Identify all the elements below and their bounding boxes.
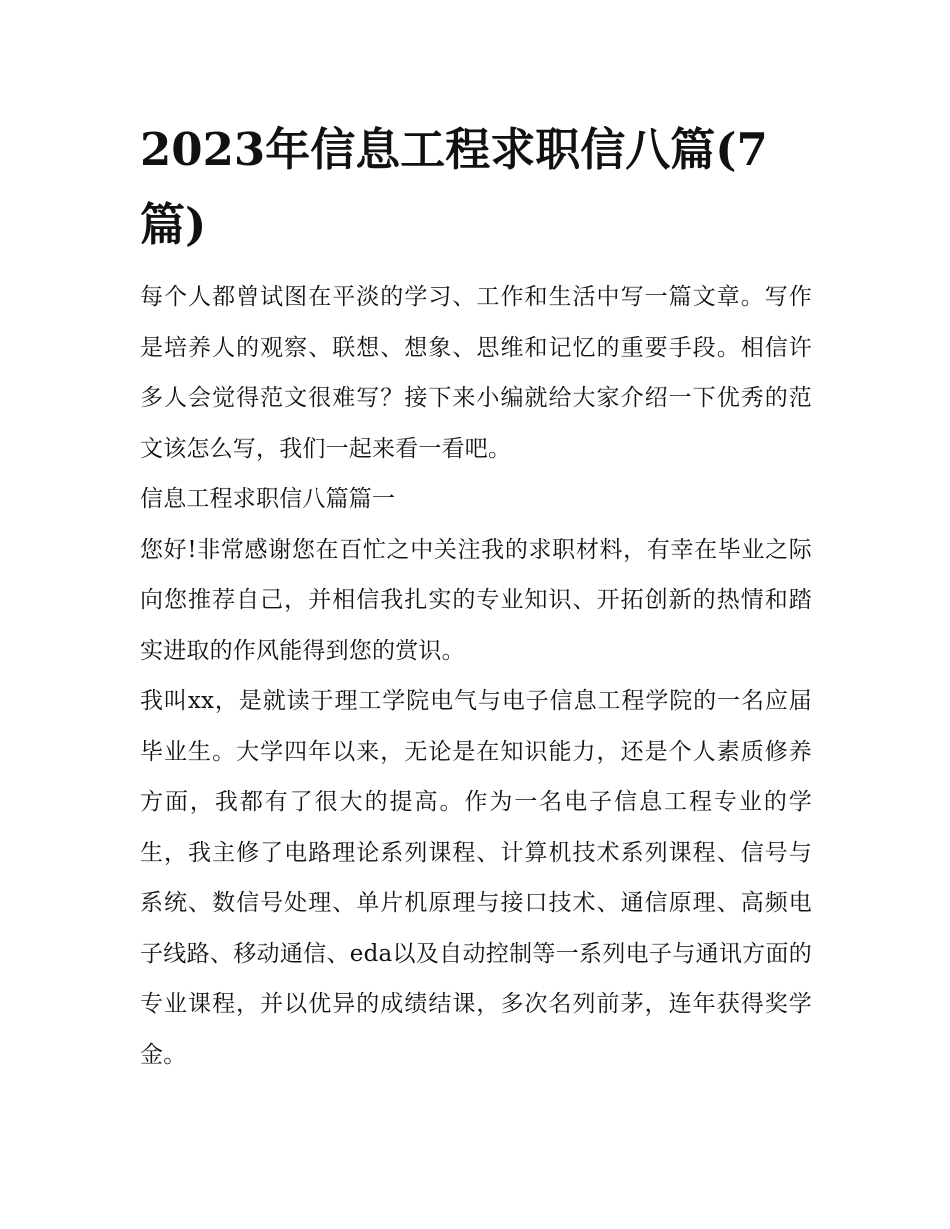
section-heading: 信息工程求职信八篇篇一 (140, 486, 396, 512)
document-page (140, 112, 812, 1080)
document-title: 2023年信息工程求职信八篇(7篇) (140, 123, 768, 251)
body-paragraph: 您好!非常感谢您在百忙之中关注我的求职材料，有幸在毕业之际向您推荐自己，并相信我扎实的专业知识、开拓创新的热情和踏实进取的作风能得到您的赏识。 (140, 536, 812, 664)
intro-paragraph: 每个人都曾试图在平淡的学习、工作和生活中写一篇文章。写作是培养人的观察、联想、想象、思维和记忆的重要手段。相信许多人会觉得范文很难写？接下来小编就给大家介绍一下优秀的范文该怎么写，我们一起来看一看吧。 (140, 284, 812, 462)
body-paragraph: 我叫xx，是就读于理工学院电气与电子信息工程学院的一名应届毕业生。大学四年以来，无论是在知识能力，还是个人素质修养方面，我都有了很大的提高。作为一名电子信息工程专业的学生，我主修了电路理论系列课程、计算机技术系列课程、信号与系统、数信号处理、单片机原理与接口技术、通信原理、高频电子线路、移动通信、eda以及自动控制等一系列电子与通讯方面的专业课程，并以优异的成绩结课，多次名列前茅，连年获得奖学金。 (140, 688, 812, 1068)
